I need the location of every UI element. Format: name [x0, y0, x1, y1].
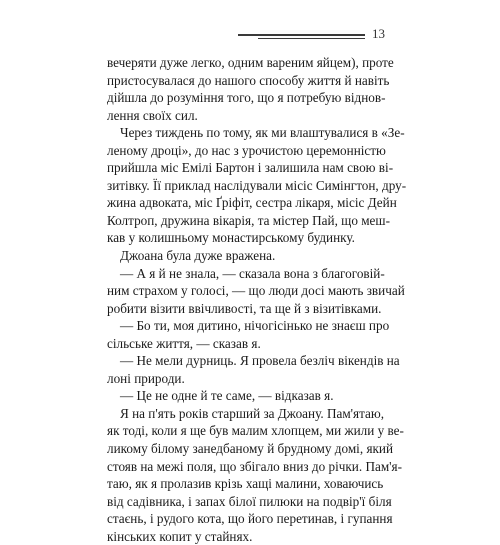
- text-line: ним страхом у голосі, — що люди досі мають звичай: [107, 283, 405, 299]
- text-line: лення своїх сил.: [107, 107, 198, 123]
- text-line: леному дроці», до нас з урочистою церемонністю: [107, 142, 386, 158]
- text-line: від садівника, і запах білої пилюки на подвір'ї біля: [107, 493, 392, 509]
- text-line: сільське життя, — сказав я.: [107, 335, 261, 351]
- header-rule-thin: [258, 38, 365, 39]
- text-line: — Це не одне й те саме, — відказав я.: [120, 388, 334, 404]
- text-line: стояв на межі поля, що збігало вниз до річки. Пам'я-: [107, 458, 402, 474]
- text-line: як тоді, коли я ще був малим хлопцем, ми жили у ве-: [107, 423, 404, 439]
- text-line: стаєнь, і рудого кота, що його перетинав, і гупання: [107, 511, 393, 527]
- text-line: — Не мели дурниць. Я провела безліч вікендів на: [120, 353, 400, 369]
- text-line: Я на п'ять років старший за Джоану. Пам'ятаю,: [120, 405, 385, 421]
- text-line: — Бо ти, моя дитино, нічогісінько не знаєш про: [120, 318, 390, 334]
- text-line: дійшла до розуміння того, що я потребую віднов-: [107, 90, 386, 106]
- text-line: робити візити ввічливості, та ще й з візитівками.: [107, 300, 382, 316]
- text-line: прийшла міс Емілі Бартон і залишила нам свою ві-: [107, 160, 394, 176]
- text-line: зитівку. Її приклад наслідували місіс Симінгтон, дру-: [107, 177, 407, 193]
- text-line: Колтроп, дружина вікарія, та містер Пай, що меш-: [107, 212, 390, 228]
- text-line: вечеряти дуже легко, одним вареним яйцем), проте: [107, 55, 394, 70]
- text-line: таю, як я пролазив крізь хащі малини, ховаючись: [107, 476, 384, 492]
- text-line: Джоана була дуже вражена.: [120, 248, 276, 264]
- text-line: жина адвоката, міс Ґріфіт, сестра лікаря, місіс Дейн: [107, 195, 397, 211]
- text-line: кінських копит у стайнях.: [107, 528, 253, 544]
- text-line: — А я й не знала, — сказала вона з благоговій-: [120, 265, 385, 281]
- header-rule: [238, 34, 365, 36]
- text-line: лоні природи.: [107, 370, 185, 386]
- page-number: 13: [372, 26, 385, 41]
- body-text: [107, 54, 407, 545]
- text-line: кав у колишньому монастирському будинку.: [107, 230, 355, 246]
- text-line: ликому білому занедбаному й брудному домі, який: [107, 441, 394, 457]
- text-line: Через тиждень по тому, як ми влаштувалися в «Зе-: [120, 125, 405, 141]
- text-line: пристосувалася до нашого способу життя й навіть: [107, 72, 390, 88]
